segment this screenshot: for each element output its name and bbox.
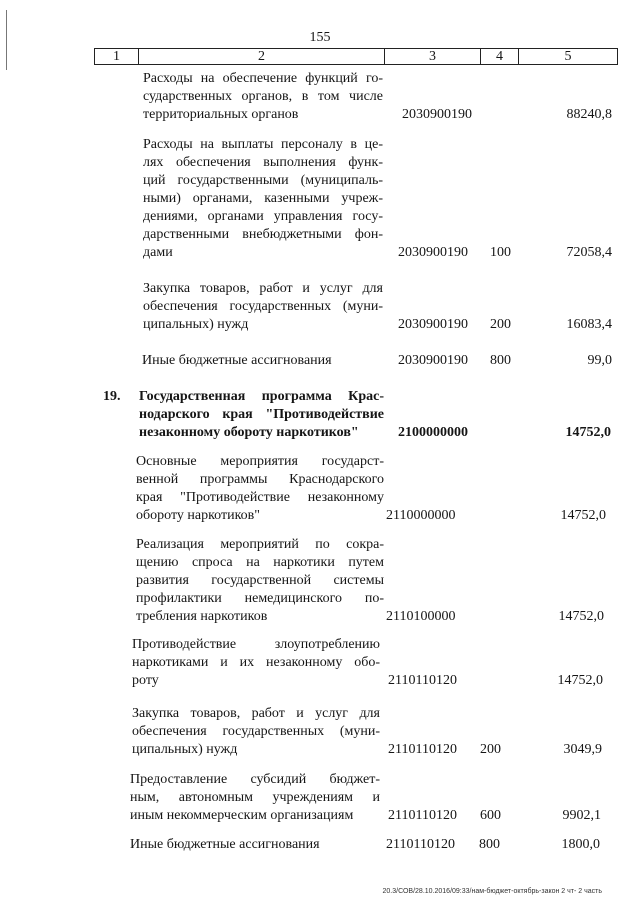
description-line: лях обеспечения выполнения функ-: [143, 155, 383, 170]
amount: 72058,4: [566, 245, 612, 260]
amount: 14752,0: [557, 673, 603, 688]
description-line: Противодействие злоупотреблению: [132, 637, 380, 652]
target-code: 2100000000: [398, 425, 468, 440]
description-line: ными) органами, казенными учреж-: [143, 191, 383, 206]
target-code: 2110110120: [388, 742, 457, 757]
row-description: [143, 70, 383, 124]
amount: 3049,9: [563, 742, 602, 757]
row-description: [132, 636, 380, 690]
expense-type: 800: [479, 837, 500, 852]
row-description: [139, 388, 384, 442]
row-description: [136, 453, 384, 525]
header-col-2: 2: [139, 49, 385, 64]
table-header: [94, 48, 618, 65]
description-line: обороту наркотиков": [136, 508, 261, 523]
expense-type: 600: [480, 808, 501, 823]
description-line: Закупка товаров, работ и услуг для: [143, 281, 383, 296]
header-col-4: 4: [481, 49, 519, 64]
expense-type: 200: [480, 742, 501, 757]
description-line: обеспечения государственных (муни-: [143, 299, 383, 314]
description-line: сударственных органов, в том числе: [143, 89, 383, 104]
amount: 14752,0: [560, 508, 606, 523]
amount: 99,0: [587, 353, 612, 368]
row-description: [130, 771, 380, 825]
target-code: 2030900190: [398, 353, 468, 368]
description-line: щению спроса на наркотики путем: [136, 555, 384, 570]
row-description: [143, 280, 383, 334]
row-description: [130, 836, 380, 854]
amount: 14752,0: [558, 609, 604, 624]
target-code: 2030900190: [398, 317, 468, 332]
description-line: Государственная программа Крас-: [139, 389, 384, 404]
target-code: 2110110120: [386, 837, 455, 852]
target-code: 2030900190: [402, 107, 472, 122]
footer-path: 20.3/СОВ/28.10.2016/09:33/нам-бюджет-октябрь-закон 2 чт- 2 часть: [382, 888, 602, 895]
amount: 14752,0: [565, 425, 611, 440]
description-line: профилактики немедицинского по-: [136, 591, 384, 606]
row-description: [143, 136, 383, 262]
description-line: незаконному обороту наркотиков": [139, 425, 359, 440]
description-line: Расходы на обеспечение функций го-: [143, 71, 383, 86]
description-line: территориальных органов: [143, 107, 299, 122]
target-code: 2030900190: [398, 245, 468, 260]
target-code: 2110100000: [386, 609, 456, 624]
description-line: ципальных) нужд: [143, 317, 249, 332]
description-line: венной программы Краснодарского: [136, 472, 384, 487]
header-col-1: 1: [95, 49, 139, 64]
amount: 88240,8: [566, 107, 612, 122]
description-line: Иные бюджетные ассигнования: [130, 837, 320, 852]
row-description: [132, 705, 380, 759]
description-line: роту: [132, 673, 159, 688]
page-number: 155: [309, 30, 331, 45]
description-line: Предоставление субсидий бюджет-: [130, 772, 380, 787]
row-number: 19.: [103, 389, 121, 404]
description-line: Реализация мероприятий по сокра-: [136, 537, 384, 552]
description-line: ций государственными (муниципаль-: [143, 173, 383, 188]
description-line: дениями, органами управления госу-: [143, 209, 383, 224]
amount: 1800,0: [561, 837, 600, 852]
header-col-3: 3: [385, 49, 481, 64]
description-line: иным некоммерческим организациям: [130, 808, 354, 823]
amount: 9902,1: [562, 808, 601, 823]
description-line: Иные бюджетные ассигнования: [142, 353, 332, 368]
description-line: ным, автономным учреждениям и: [130, 790, 380, 805]
target-code: 2110110120: [388, 673, 457, 688]
description-line: Закупка товаров, работ и услуг для: [132, 706, 380, 721]
expense-type: 800: [490, 353, 511, 368]
description-line: Основные мероприятия государст-: [136, 454, 384, 469]
header-col-5: 5: [564, 49, 572, 64]
expense-type: 200: [490, 317, 511, 332]
target-code: 2110000000: [386, 508, 456, 523]
row-description: [136, 536, 384, 626]
amount: 16083,4: [566, 317, 612, 332]
description-line: наркотиками и их незаконному обо-: [132, 655, 380, 670]
description-line: обеспечения государственных (муни-: [132, 724, 380, 739]
description-line: Расходы на выплаты персоналу в це-: [143, 137, 383, 152]
description-line: дами: [143, 245, 173, 260]
description-line: требления наркотиков: [136, 609, 268, 624]
description-line: ципальных) нужд: [132, 742, 238, 757]
description-line: нодарского края "Противодействие: [139, 407, 384, 422]
description-line: дарственными внебюджетными фон-: [143, 227, 383, 242]
expense-type: 100: [490, 245, 511, 260]
description-line: края "Противодействие незаконному: [136, 490, 384, 505]
description-line: развития государственной системы: [136, 573, 384, 588]
row-description: [142, 352, 382, 370]
target-code: 2110110120: [388, 808, 457, 823]
